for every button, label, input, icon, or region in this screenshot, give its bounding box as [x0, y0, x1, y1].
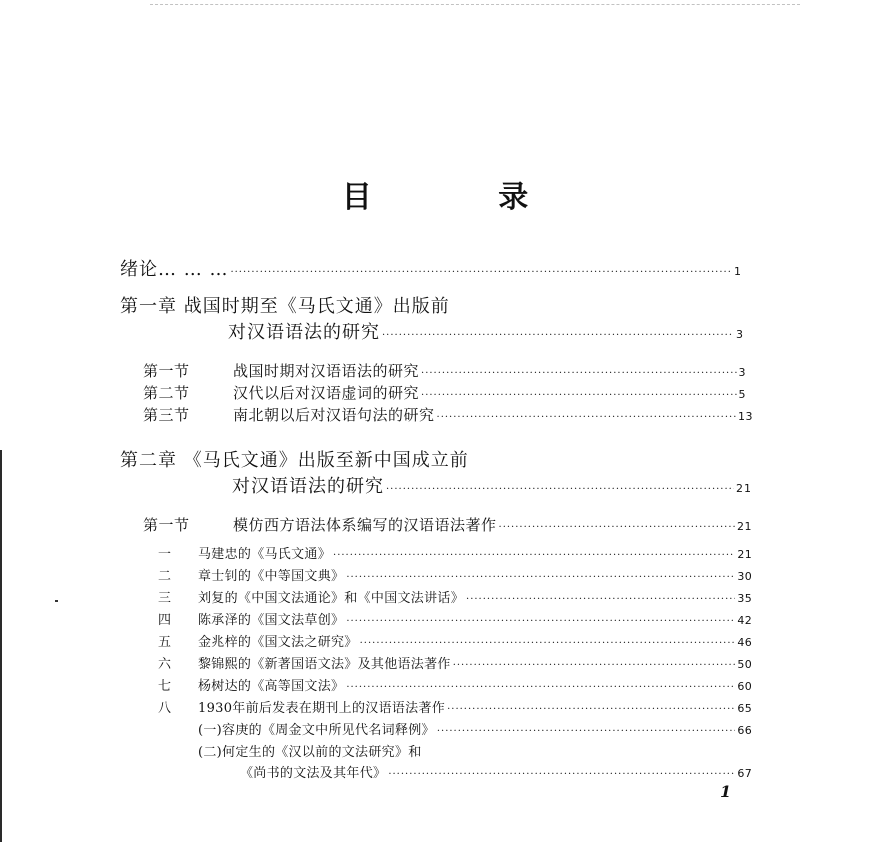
entry-label: 南北朝以后对汉语句法的研究 [233, 406, 435, 424]
dot-leader [360, 638, 736, 649]
section-number: 第一节 [143, 362, 190, 380]
dot-leader [346, 682, 735, 693]
scan-left-edge [0, 450, 2, 842]
entry-label: 绪论… … … [120, 259, 229, 280]
dot-leader [437, 412, 736, 423]
entry-label: 黎锦熙的《新著国语文法》及其他语法著作 [198, 657, 451, 672]
dot-leader [346, 572, 735, 583]
toc-entry-chapter-1[interactable] [228, 318, 744, 344]
toc-item-3[interactable] [158, 587, 752, 606]
entry-page: 30 [737, 570, 752, 583]
toc-subitem-2-line1: (二)何定生的《汉以前的文法研究》和 [198, 745, 422, 760]
entry-label: 《尚书的文法及其年代》 [240, 766, 387, 781]
entry-label: 对汉语语法的研究 [232, 476, 384, 497]
toc-entry-ch2-sec1[interactable] [143, 514, 752, 535]
toc-entry-ch1-sec2[interactable] [143, 382, 746, 403]
item-number: 八 [158, 701, 172, 716]
toc-item-5[interactable] [158, 631, 752, 650]
toc-item-7[interactable] [158, 675, 752, 694]
entry-page: 21 [737, 548, 752, 561]
entry-label: 章士钊的《中等国文典》 [198, 569, 345, 584]
entry-label: (一)容庚的《周金文中所见代名词释例》 [198, 723, 435, 738]
toc-entry-ch1-sec1[interactable] [143, 360, 746, 381]
entry-label: 战国时期对汉语语法的研究 [233, 362, 420, 380]
dot-leader [421, 390, 736, 401]
toc-subitem-2[interactable] [240, 762, 752, 781]
entry-page: 3 [736, 328, 744, 341]
entry-page: 66 [737, 724, 752, 737]
toc-item-2[interactable] [158, 565, 752, 584]
section-number: 第三节 [143, 406, 190, 424]
entry-page: 1 [734, 265, 742, 278]
dot-leader [499, 522, 735, 533]
item-number: 一 [158, 547, 172, 562]
page-number: 1 [720, 782, 732, 801]
entry-label: 马建忠的《马氏文通》 [198, 547, 332, 562]
entry-page: 60 [737, 680, 752, 693]
entry-page: 3 [738, 366, 746, 379]
dot-leader [466, 594, 735, 605]
dot-leader [333, 550, 735, 561]
dot-leader [382, 330, 734, 341]
toc-item-8[interactable] [158, 697, 752, 716]
page-title: 目 录 [341, 180, 587, 215]
section-number: 第二节 [143, 384, 190, 402]
item-number: 三 [158, 591, 172, 606]
entry-page: 50 [737, 658, 752, 671]
entry-label: 模仿西方语法体系编写的汉语语法著作 [233, 516, 497, 534]
entry-page: 5 [738, 388, 746, 401]
dot-leader [453, 660, 736, 671]
dot-leader [437, 726, 736, 737]
scan-speck [55, 600, 58, 602]
entry-page: 21 [736, 482, 752, 495]
entry-page: 65 [737, 702, 752, 715]
entry-page: 67 [737, 767, 752, 780]
toc-item-1[interactable] [158, 543, 752, 562]
toc-entry-chapter-2[interactable] [232, 472, 752, 498]
section-number: 第一节 [143, 516, 190, 534]
chapter-1-title: 第一章 战国时期至《马氏文通》出版前 [120, 296, 450, 317]
toc-item-6[interactable] [158, 653, 752, 672]
entry-page: 21 [737, 520, 752, 533]
item-number: 二 [158, 569, 172, 584]
item-number: 四 [158, 613, 172, 628]
entry-label: 对汉语语法的研究 [228, 322, 380, 343]
entry-page: 13 [738, 410, 753, 423]
dot-leader [388, 769, 735, 780]
item-number: 六 [158, 657, 172, 672]
dot-leader [230, 267, 732, 278]
toc-entry-ch1-sec3[interactable] [143, 404, 753, 425]
entry-label: 金兆梓的《国文法之研究》 [198, 635, 358, 650]
entry-page: 35 [737, 592, 752, 605]
entry-label: 刘复的《中国文法通论》和《中国文法讲话》 [198, 591, 465, 606]
entry-label: 汉代以后对汉语虚词的研究 [233, 384, 420, 402]
item-number: 五 [158, 635, 172, 650]
scan-top-line [150, 4, 800, 5]
toc-subitem-1[interactable] [198, 719, 752, 738]
entry-label: 杨树达的《高等国文法》 [198, 679, 345, 694]
entry-page: 42 [737, 614, 752, 627]
toc-item-4[interactable] [158, 609, 752, 628]
entry-page: 46 [737, 636, 752, 649]
dot-leader [447, 704, 735, 715]
entry-label: 陈承泽的《国文法草创》 [198, 613, 345, 628]
toc-entry-intro[interactable] [120, 255, 742, 281]
entry-label: 1930年前后发表在期刊上的汉语语法著作 [198, 701, 446, 716]
item-number: 七 [158, 679, 172, 694]
dot-leader [386, 484, 734, 495]
chapter-2-title: 第二章 《马氏文通》出版至新中国成立前 [120, 450, 469, 471]
dot-leader [346, 616, 735, 627]
dot-leader [421, 368, 736, 379]
